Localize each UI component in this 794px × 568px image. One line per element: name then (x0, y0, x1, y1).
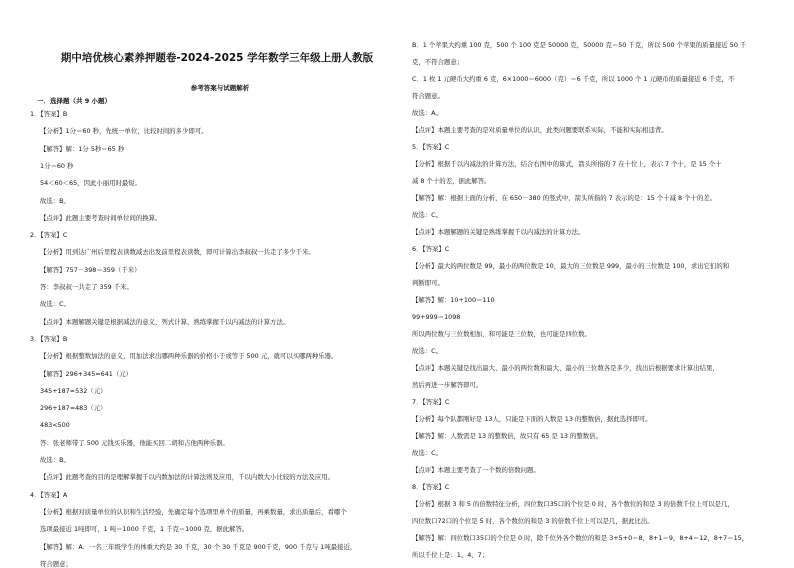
text-line: 【解答】解：四位数口35口的个位是 0 时，除千位外各个数位的和是 3+5+0＝8，8+1＝9，8+4＝12，8+7＝15， (412, 534, 749, 542)
text-line: 所以两位数与三位数相加，和可能是三位数，也可能是四位数。 (412, 330, 591, 338)
text-line: 故选：C。 (412, 449, 443, 457)
question-answer-line: 8．【答案】C (412, 483, 450, 491)
question-answer-line: 2．【答案】C (30, 231, 68, 240)
text-line: 【点评】本题关键是找出最大、最小的两位数和最大、最小的三位数各是多少，找出后根据要求计算出结果， (412, 364, 719, 372)
text-line: 54＜60＜65，因此小丽用时最短。 (40, 179, 142, 188)
text-line: 【点评】此题考查的目的是理解掌握千以内数加法的计算法则及应用，千以内数大小比较的方法及应用。 (40, 473, 334, 482)
text-line: 克，不符合题意； (412, 58, 464, 66)
text-line: 【点评】本题主要考查了一个数的倍数问题。 (412, 466, 540, 474)
text-line: 345+187=532（元） (40, 386, 107, 395)
text-line: 故选：C。 (40, 300, 71, 309)
text-line: 减 8 个十的差，据此解答。 (412, 177, 491, 185)
text-line: 故选：B。 (40, 456, 70, 464)
text-line: 选项最接近 1吨即可，1 吨＝1000 千克，1 千克＝1000 克，据此解答。 (40, 525, 249, 534)
text-line: 【解答】解：10+100＝110 (412, 296, 495, 304)
text-line: 然后再进一步解答即可。 (412, 381, 483, 389)
question-answer-line: 7．【答案】C (412, 398, 450, 406)
text-line: 【解答】解：根据上面的分析，在 650－380 的竖式中，箭头所指的 7 表示的是：15 个十减 8 个十的差。 (412, 194, 717, 202)
text-line: 1分＝60 秒 (40, 161, 74, 170)
question-answer-line: 6．【答案】C (412, 245, 450, 253)
text-line: 故选：C。 (412, 211, 443, 219)
page-subtitle: 参考答案与试题解析 (190, 84, 250, 92)
text-line: 所以千位上是：1、4、7； (412, 551, 489, 559)
text-line: 故选：C。 (412, 347, 443, 355)
text-line: 【分析】用到达广州后里程表读数减去出发前里程表读数，即可计算出李叔叔一共走了多少千米。 (40, 248, 315, 257)
text-line: 【解答】解：A．一名三年级学生的体重大约是 30 千克，30 个 30 千克是 900千克，900 千克与 1吨最接近， (40, 542, 357, 551)
page-title: 期中培优核心素养押题卷-2024-2025 学年数学三年级上册人教版 (60, 52, 374, 64)
text-line: 【分析】每个队都刚好是 13人，只能是下面的人数是 13 的整数倍，据此选择即可。 (412, 415, 652, 423)
question-answer-line: 3．【答案】B (30, 334, 68, 343)
text-line: 【分析】根据对质量单位的认识和生活经验，先确定每个选项里单个的质量，再乘数量，求出质量后，看哪个 (40, 507, 347, 516)
text-line: 【点评】此题主要考查时间单位间的换算。 (40, 213, 162, 222)
question-answer-line: 4．【答案】A (30, 490, 68, 499)
text-line: 符合题意。 (412, 92, 444, 100)
text-line: 【分析】根据千以内减法的计算方法，结合右图中的算式，箭头所指的 7 在十位上，表示 7 个十，是 15 个十 (412, 160, 722, 168)
text-line: 【解答】解：人数需是 13 的整数倍，故只有 65 是 13 的整数倍。 (412, 432, 602, 440)
text-line: 【分析】根据 3 和 5 的倍数特征分析，四位数口35口的个位是 0 时，各个数位的和是 3 的倍数千位上可以是几， (412, 500, 734, 508)
text-line: 符合题意； (40, 559, 72, 568)
text-line: 四位数口72口的个位是 5 时，各个数位的和是 3 的倍数千位上可以是几，据此比出。 (412, 517, 654, 525)
text-line: 答：李叔叔一共走了 359 千米。 (40, 283, 133, 291)
text-line: 【点评】本题解题关键是根据减法的意义，列式计算，熟练掌握千以内减法的计算方法。 (40, 317, 290, 326)
text-line: 答：张老师带了 500 元钱买乐器，他能买回二胡和吉他两种乐器。 (40, 438, 229, 447)
text-line: 【解答】296+345=641（元） (40, 369, 133, 378)
text-line: 【解答】解：1分 5秒＝65 秒 (40, 144, 125, 153)
text-line: 296+187=483（元） (40, 404, 107, 413)
question-answer-line: 5．【答案】C (412, 143, 450, 151)
text-line: 【分析】1分＝60 秒，先统一单位，比较时间的多少即可。 (40, 127, 208, 136)
text-line: 99+999＝1098 (412, 313, 461, 321)
text-line: 判断即可。 (412, 279, 444, 287)
text-line: 【点评】本题主要考查的是对质量单位的认识，此类问题要联系实际，不能和实际相违背。 (412, 126, 668, 134)
text-line: 故选：A。 (412, 109, 442, 117)
text-line: 【分析】根据整数加法的意义，用加法求出哪两种乐器的价格小于或等于 500 元，就可以买哪两种乐器。 (40, 352, 338, 361)
text-line: 【点评】本题解题的关键是熟练掌握千以内减法的计算方法。 (412, 228, 585, 236)
section-heading: 一．选择题（共 9 小题） (37, 97, 112, 105)
text-line: 483<500 (40, 421, 70, 430)
text-line: B．1 个苹果大约重 100 克，500 个 100 克是 50000 克，50000 克＝50 千克，所以 500 个苹果的质量接近 50 千 (412, 41, 747, 49)
text-line: C．1 枚 1 元硬币大约重 6 克，6×1000＝6000（克）＝6 千克，所以 1000 个 1 元硬币的质量接近 6 千克，不 (412, 75, 735, 83)
question-answer-line: 1．【答案】B (30, 110, 68, 118)
text-line: 【解答】757－398＝359（千米） (40, 265, 141, 274)
text-line: 【分析】最大的两位数是 99，最小的两位数是 10，最大的三位数是 999，最小的三位数是 100，求出它们的和 (412, 262, 730, 270)
text-line: 故选：B。 (40, 196, 70, 205)
